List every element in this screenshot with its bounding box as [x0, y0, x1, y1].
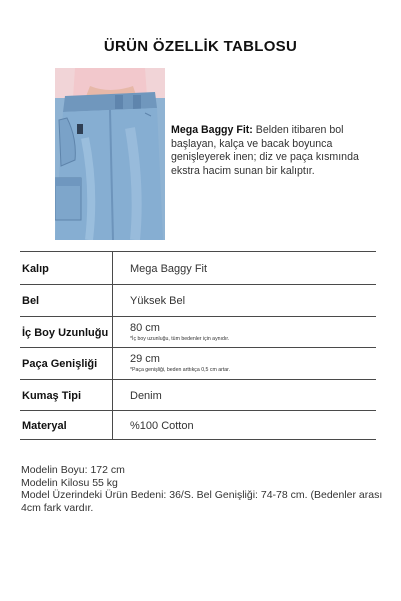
spec-row-ic-boy: [20, 316, 376, 347]
model-info: [21, 464, 391, 515]
column-divider: [112, 285, 113, 316]
spec-note: *İç boy uzunluğu, tüm bedenler için aynıdır.: [130, 336, 230, 342]
spec-row-paca: [20, 347, 376, 379]
spec-label: İç Boy Uzunluğu: [22, 327, 109, 339]
column-divider: [112, 411, 113, 439]
fit-text: Belden itibaren bol başlayan, kalça ve bacak boyunca genişleyerek inen; diz ve paça kısmında ekstra hacim sunan bir kalıptır.: [171, 124, 359, 177]
column-divider: [112, 348, 113, 379]
spec-value: Denim: [130, 390, 162, 402]
jeans-model-image: [55, 68, 165, 240]
spec-label: Paça Genişliği: [22, 358, 98, 370]
spec-label: Kalıp: [22, 263, 49, 275]
spec-value: 29 cm: [130, 353, 160, 365]
spec-value: 80 cm: [130, 322, 160, 334]
spec-row-bel: [20, 284, 376, 316]
spec-label: Kumaş Tipi: [22, 390, 82, 402]
spec-row-kalip: [20, 251, 376, 284]
spec-value: %100 Cotton: [130, 420, 194, 432]
spec-value: Mega Baggy Fit: [130, 263, 208, 275]
spec-row-kumas: [20, 379, 376, 410]
spec-table: [20, 251, 376, 440]
column-divider: [112, 252, 113, 284]
spec-value: Yüksek Bel: [130, 295, 186, 307]
column-divider: [112, 380, 113, 410]
spec-label: Materyal: [22, 420, 67, 432]
product-photo: [55, 68, 165, 240]
spec-row-materyal: [20, 410, 376, 440]
spec-note: *Paça genişliği, beden arttıkça 0,5 cm artar.: [130, 367, 231, 373]
fit-description: [171, 124, 386, 178]
spec-label: Bel: [22, 295, 40, 307]
model-height: Modelin Boyu: 172 cm: [21, 464, 125, 476]
model-size: Model Üzerindeki Ürün Bedeni: 36/S. Bel Genişliği: 74-78 cm. (Bedenler arası 4cm fark vardır.: [21, 489, 383, 515]
column-divider: [112, 317, 113, 347]
fit-name: Mega Baggy Fit:: [171, 124, 253, 136]
model-weight: Modelin Kilosu 55 kg: [21, 476, 118, 489]
page-title: ÜRÜN ÖZELLİK TABLOSU: [103, 38, 298, 55]
